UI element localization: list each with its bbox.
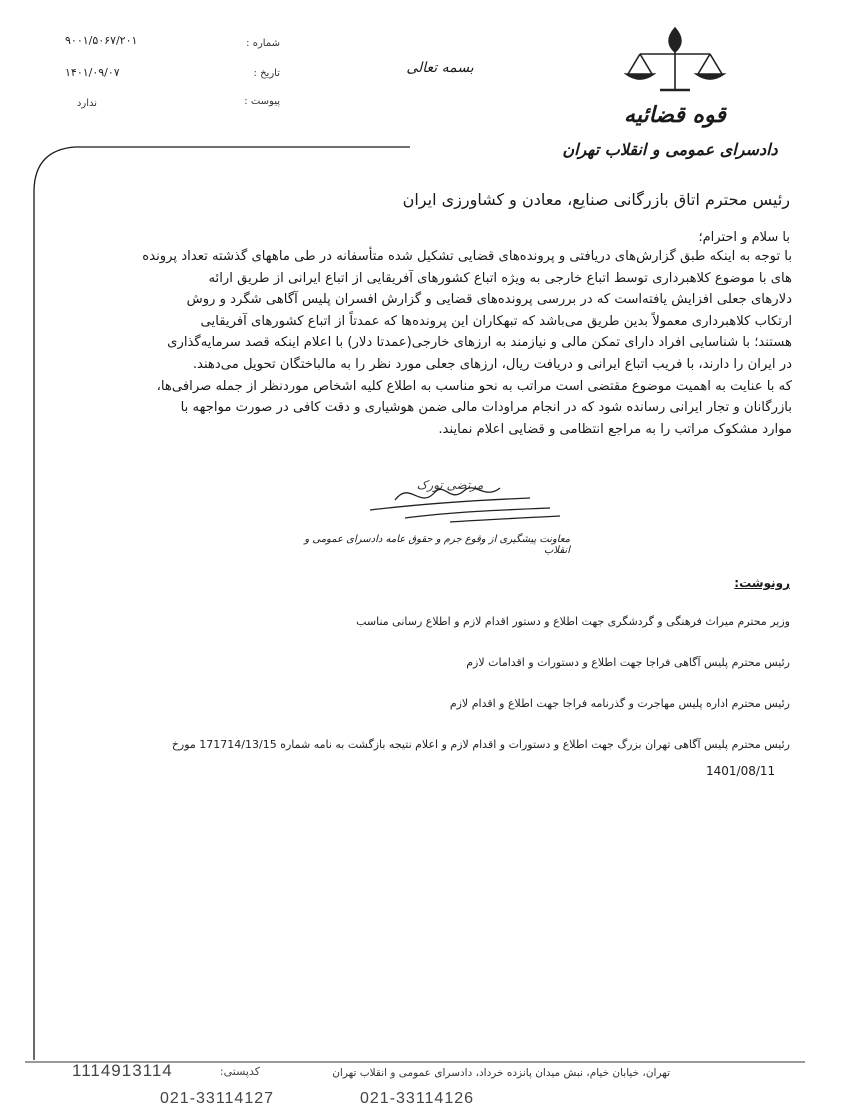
organization-name: قوه قضائیه [624, 102, 726, 128]
attachment-label: پیوست : [244, 96, 280, 107]
cc-heading: رونوشت: [734, 576, 790, 590]
letter-date-label: تاریخ : [253, 68, 280, 79]
letter-date-value: ۱۴۰۱/۰۹/۰۷ [65, 66, 120, 79]
cc-item: رئیس محترم پلیس آگاهی تهران بزرگ جهت اطلاع و دستورات و اقدام لازم و اعلام نتیجه بازگشت به نامه شماره 171714/13/15 مورخ [171, 738, 790, 751]
footer-address: تهران، خیابان خیام، نبش میدان پانزده خرداد، دادسرای عمومی و انقلاب تهران [332, 1067, 670, 1079]
body-line: با توجه به اینکه طبق گزارش‌های دریافتی و پرونده‌های قضایی تشکیل شده متأسفانه در طی ماههای گذشته تعداد پرونده [142, 249, 792, 264]
letter-body [40, 246, 792, 440]
invocation-text: بسمه تعالی [406, 60, 474, 76]
department-name: دادسرای عمومی و انقلاب تهران [562, 140, 778, 159]
body-line: در ایران را دارند، با فریب اتباع ایرانی و دریافت ریال، ارزهای جعلی مورد نظر را به مالباختگان تحویل می‌دهند. [192, 356, 792, 372]
body-line: ارتکاب کلاهبرداری معمولاً بدین طریق می‌باشد که تبهکاران این پرونده‌ها که عمدتاً از اتباع کشورهای آفریقایی [200, 313, 792, 329]
body-line: های با موضوع کلاهبرداری توسط اتباع خارجی به ویژه اتباع کشورهای آفریقایی از اتباع ایرانی از طریق ارائه [208, 270, 792, 286]
signatory-title: معاونت پیشگیری از وقوع جرم و حقوق عامه دادسرای عمومی و انقلاب [304, 534, 570, 556]
signatory-name: مرتضی تورک [416, 478, 484, 492]
cc-item: رئیس محترم اداره پلیس مهاجرت و گذرنامه فراجا جهت اطلاع و اقدام لازم [449, 697, 790, 710]
cc-reference-date: 1401/08/11 [706, 764, 776, 778]
cc-item: رئیس محترم پلیس آگاهی فراجا جهت اطلاع و دستورات و اقدامات لازم [466, 656, 790, 669]
phone-number-1: 021-33114127 [160, 1090, 275, 1107]
cc-item: وزیر محترم میراث فرهنگی و گردشگری جهت اطلاع و دستور اقدام لازم و اطلاع رسانی مناسب [356, 615, 790, 628]
body-line: هستند؛ با شناسایی افراد دارای تمکن مالی و نیازمند به ارزهای خارجی(عمدتا دلار) با اعلام اینکه قصد سرمایه‌گذاری [167, 335, 792, 351]
signature-block [300, 470, 570, 560]
recipient-line: رئیس محترم اتاق بازرگانی صنایع، معادن و کشاورزی ایران [402, 190, 790, 209]
postal-code-value: 1114913114 [72, 1061, 173, 1080]
greeting-line: با سلام و احترام؛ [698, 230, 790, 245]
body-line: موارد مشکوک مراتب را به مراجع انتظامی و قضایی اعلام نمایند. [438, 421, 792, 437]
attachment-value: ندارد [76, 98, 97, 109]
letter-number-value: ۹۰۰۱/۵۰۶۷/۲۰۱ [65, 34, 138, 47]
body-line: بازرگانان و تجار ایرانی رسانده شود که در انجام مراودات مالی ضمن هوشیاری و دقت کافی در صورت مواجهه با [180, 400, 792, 416]
phone-number-2: 021-33114126 [360, 1090, 475, 1107]
body-line: دلارهای جعلی افزایش یافته‌است که در بررسی پرونده‌های قضایی و گزارش افسران پلیس آگاهی شگرد و روش [186, 292, 792, 308]
body-line: که با عنایت به اهمیت موضوع مقتضی است مراتب به نحو مناسب به اطلاع کلیه اشخاص موردنظر از جمله صرافی‌ها، [156, 378, 792, 394]
postal-code-label: کدپستی: [219, 1065, 260, 1078]
letter-number-label: شماره : [246, 38, 280, 49]
